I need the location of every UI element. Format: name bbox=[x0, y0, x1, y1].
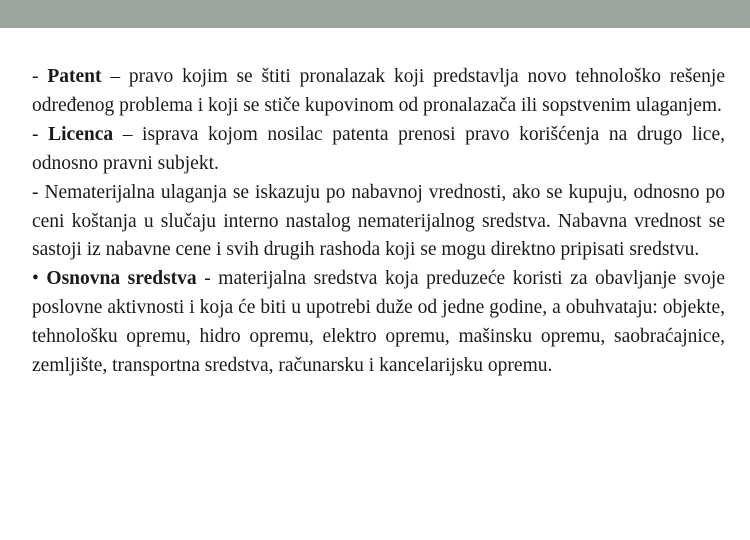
paragraph-text: - materijalna sredstva koja preduzeće koristi za obavljanje svoje poslovne aktivnosti i koja će biti u upotrebi duže od jedne godine, a obuhvataju: objekte, tehnološku opremu, hidro opremu, elektro opremu, mašinsku opremu, saobraćajnice, zemljište, transportna sredstva, računarsku i kancelarijsku opremu. bbox=[32, 268, 726, 377]
paragraph-prefix: - bbox=[32, 66, 48, 87]
top-accent-bar bbox=[0, 0, 750, 28]
term-licenca: Licenca bbox=[48, 123, 114, 145]
paragraph-patent bbox=[32, 63, 725, 121]
paragraph-nematerijalna-ulaganja bbox=[32, 179, 725, 266]
paragraph-prefix: - bbox=[32, 123, 49, 145]
slide-body bbox=[32, 63, 725, 381]
paragraph-licenca bbox=[32, 121, 725, 179]
bullet-icon: • bbox=[32, 268, 47, 290]
term-osnovna-sredstva: Osnovna sredstva bbox=[46, 268, 197, 290]
term-patent: Patent bbox=[47, 66, 102, 87]
paragraph-osnovna-sredstva bbox=[32, 265, 725, 381]
paragraph-text: - Nematerijalna ulaganja se iskazuju po nabavnoj vrednosti, ako se kupuju, odnosno po ceni koštanja u slučaju interno nastalog nematerijalnog sredstva. Nabavna vrednost se sastoji iz nabavne cene i svih drugih rashoda koji se mogu direktno pripisati sredstvu. bbox=[32, 181, 725, 261]
paragraph-text: – isprava kojom nosilac patenta prenosi pravo korišćenja na drugo lice, odnosno pravni subjekt. bbox=[32, 123, 725, 174]
paragraph-text: – pravo kojim se štiti pronalazak koji predstavlja novo tehnološko rešenje određenog problema i koji se stiče kupovinom od pronalazača ili sopstvenim ulaganjem. bbox=[32, 66, 725, 116]
